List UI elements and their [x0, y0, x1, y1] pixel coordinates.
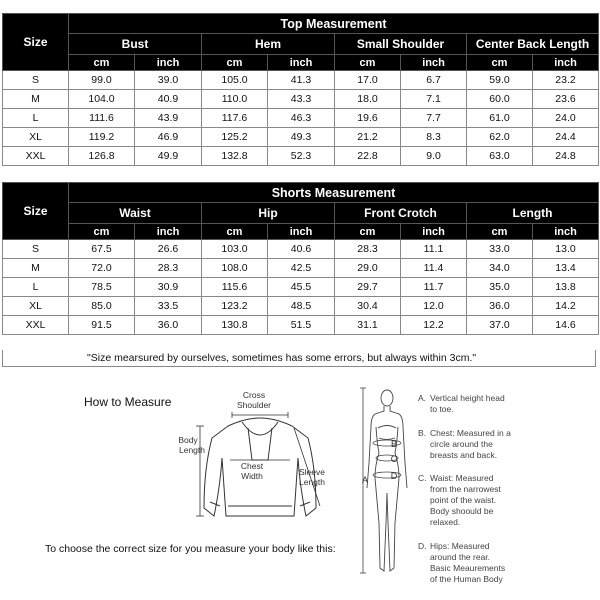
value-cell: 115.6 [202, 278, 268, 297]
value-cell: 46.3 [268, 109, 335, 128]
legend-letter: D. [418, 541, 427, 551]
value-cell: 43.9 [135, 109, 202, 128]
unit-header: cm [467, 55, 533, 71]
unit-header: cm [202, 55, 268, 71]
table-row [3, 128, 599, 147]
value-cell: 108.0 [202, 259, 268, 278]
value-cell: 24.8 [533, 147, 599, 166]
value-cell: 12.2 [401, 316, 467, 335]
size-header: Size [3, 14, 69, 71]
size-cell: L [3, 109, 69, 128]
table-row [3, 109, 599, 128]
table-row [3, 147, 599, 166]
size-cell: XXL [3, 316, 69, 335]
value-cell: 19.6 [335, 109, 401, 128]
value-cell: 123.2 [202, 297, 268, 316]
unit-header: cm [69, 55, 135, 71]
unit-header: cm [202, 224, 268, 240]
cross-shoulder-label-1: Cross [242, 390, 266, 400]
note-text: "Size mearsured by ourselves, sometimes has some errors, but always within 3cm." [87, 352, 477, 364]
value-cell: 43.3 [268, 90, 335, 109]
size-cell: S [3, 71, 69, 90]
size-cell: XXL [3, 147, 69, 166]
value-cell: 91.5 [69, 316, 135, 335]
column-group-header: Hem [202, 34, 335, 55]
value-cell: 125.2 [202, 128, 268, 147]
value-cell: 110.0 [202, 90, 268, 109]
value-cell: 62.0 [467, 128, 533, 147]
value-cell: 7.1 [401, 90, 467, 109]
top-measurement-table [2, 13, 599, 166]
value-cell: 17.0 [335, 71, 401, 90]
legend-line: to toe. [430, 404, 454, 414]
value-cell: 33.5 [135, 297, 202, 316]
value-cell: 46.9 [135, 128, 202, 147]
value-cell: 30.9 [135, 278, 202, 297]
unit-header: inch [268, 224, 335, 240]
unit-header: cm [335, 224, 401, 240]
unit-header: cm [69, 224, 135, 240]
chest-width-label-2: Width [241, 471, 263, 481]
value-cell: 9.0 [401, 147, 467, 166]
value-cell: 22.8 [335, 147, 401, 166]
value-cell: 7.7 [401, 109, 467, 128]
legend-line: Basic Meaurements [430, 563, 506, 573]
column-group-header: Front Crotch [335, 203, 467, 224]
how-to-measure-heading: How to Measure [84, 395, 172, 409]
letter-c: C [390, 454, 398, 464]
legend-item [418, 473, 533, 528]
column-group-header: Small Shoulder [335, 34, 467, 55]
body-length-label-1: Body [178, 435, 198, 445]
value-cell: 8.3 [401, 128, 467, 147]
value-cell: 26.6 [135, 240, 202, 259]
table-title: Top Measurement [69, 14, 599, 34]
table-row [3, 90, 599, 109]
size-cell: M [3, 259, 69, 278]
value-cell: 14.2 [533, 297, 599, 316]
value-cell: 119.2 [69, 128, 135, 147]
unit-header: cm [335, 55, 401, 71]
column-group-header: Hip [202, 203, 335, 224]
unit-header: inch [401, 224, 467, 240]
value-cell: 130.8 [202, 316, 268, 335]
column-group-header: Bust [69, 34, 202, 55]
value-cell: 28.3 [335, 240, 401, 259]
table-row [3, 259, 599, 278]
value-cell: 40.6 [268, 240, 335, 259]
value-cell: 99.0 [69, 71, 135, 90]
value-cell: 49.3 [268, 128, 335, 147]
value-cell: 63.0 [467, 147, 533, 166]
value-cell: 61.0 [467, 109, 533, 128]
value-cell: 14.6 [533, 316, 599, 335]
legend-letter: A. [418, 393, 427, 403]
legend-line: circle around the [430, 439, 493, 449]
value-cell: 30.4 [335, 297, 401, 316]
legend-line: around the rear. [430, 552, 491, 562]
choose-size-instruction: To choose the correct size for you measure your body like this: [45, 543, 336, 555]
size-cell: XL [3, 128, 69, 147]
legend-line: point of the waist. [430, 495, 497, 505]
value-cell: 18.0 [335, 90, 401, 109]
sleeve-length-label-1: Sleeve [299, 467, 325, 477]
value-cell: 28.3 [135, 259, 202, 278]
legend-line: Waist: Measured [430, 473, 494, 483]
value-cell: 36.0 [135, 316, 202, 335]
column-group-header: Length [467, 203, 599, 224]
value-cell: 103.0 [202, 240, 268, 259]
measurement-note [2, 350, 596, 367]
size-header: Size [3, 183, 69, 240]
value-cell: 23.6 [533, 90, 599, 109]
legend-line: Vertical height head [430, 393, 505, 403]
legend-line: relaxed. [430, 517, 461, 527]
shorts-measurement-table [2, 182, 599, 335]
value-cell: 51.5 [268, 316, 335, 335]
value-cell: 42.5 [268, 259, 335, 278]
shirt-measure-diagram [170, 388, 345, 528]
legend-line: Body shoould be [430, 506, 494, 516]
legend-letter: C. [418, 473, 427, 483]
value-cell: 59.0 [467, 71, 533, 90]
unit-header: cm [467, 224, 533, 240]
sleeve-length-label-2: Length [299, 477, 325, 487]
table-row [3, 278, 599, 297]
legend-line: Hips: Measured [430, 541, 490, 551]
value-cell: 104.0 [69, 90, 135, 109]
value-cell: 126.8 [69, 147, 135, 166]
value-cell: 37.0 [467, 316, 533, 335]
value-cell: 13.8 [533, 278, 599, 297]
value-cell: 105.0 [202, 71, 268, 90]
value-cell: 40.9 [135, 90, 202, 109]
value-cell: 48.5 [268, 297, 335, 316]
legend-line: breasts and back. [430, 450, 498, 460]
value-cell: 34.0 [467, 259, 533, 278]
value-cell: 117.6 [202, 109, 268, 128]
legend-item [418, 541, 533, 585]
cross-shoulder-label-2: Shoulder [236, 400, 272, 410]
value-cell: 111.6 [69, 109, 135, 128]
value-cell: 72.0 [69, 259, 135, 278]
value-cell: 45.5 [268, 278, 335, 297]
value-cell: 35.0 [467, 278, 533, 297]
chest-width-label-1: Chest [240, 461, 264, 471]
unit-header: inch [135, 224, 202, 240]
size-cell: M [3, 90, 69, 109]
value-cell: 24.4 [533, 128, 599, 147]
value-cell: 39.0 [135, 71, 202, 90]
value-cell: 24.0 [533, 109, 599, 128]
value-cell: 13.4 [533, 259, 599, 278]
unit-header: inch [268, 55, 335, 71]
value-cell: 29.7 [335, 278, 401, 297]
size-cell: L [3, 278, 69, 297]
table-title: Shorts Measurement [69, 183, 599, 203]
legend-line: of the Human Body [430, 574, 503, 584]
body-length-label-2: Length [179, 445, 205, 455]
value-cell: 11.4 [401, 259, 467, 278]
table-row [3, 316, 599, 335]
value-cell: 49.9 [135, 147, 202, 166]
value-cell: 67.5 [69, 240, 135, 259]
legend-item [418, 393, 533, 415]
value-cell: 78.5 [69, 278, 135, 297]
table-row [3, 240, 599, 259]
value-cell: 11.7 [401, 278, 467, 297]
value-cell: 60.0 [467, 90, 533, 109]
legend-item [418, 428, 533, 461]
letter-a: A [361, 475, 369, 485]
table-row [3, 71, 599, 90]
unit-header: inch [135, 55, 202, 71]
value-cell: 29.0 [335, 259, 401, 278]
legend-letter: B. [418, 428, 427, 438]
letter-b: B [390, 439, 398, 449]
table-row [3, 297, 599, 316]
unit-header: inch [533, 55, 599, 71]
legend-line: Chest: Measured in a [430, 428, 511, 438]
body-measure-diagram [355, 383, 420, 583]
value-cell: 41.3 [268, 71, 335, 90]
unit-header: inch [401, 55, 467, 71]
value-cell: 12.0 [401, 297, 467, 316]
letter-d: D [390, 471, 398, 481]
value-cell: 23.2 [533, 71, 599, 90]
value-cell: 13.0 [533, 240, 599, 259]
value-cell: 132.8 [202, 147, 268, 166]
value-cell: 52.3 [268, 147, 335, 166]
value-cell: 6.7 [401, 71, 467, 90]
size-cell: S [3, 240, 69, 259]
column-group-header: Waist [69, 203, 202, 224]
value-cell: 85.0 [69, 297, 135, 316]
legend-line: from the narrowest [430, 484, 501, 494]
value-cell: 31.1 [335, 316, 401, 335]
value-cell: 33.0 [467, 240, 533, 259]
value-cell: 21.2 [335, 128, 401, 147]
value-cell: 11.1 [401, 240, 467, 259]
size-cell: XL [3, 297, 69, 316]
column-group-header: Center Back Length [467, 34, 599, 55]
value-cell: 36.0 [467, 297, 533, 316]
unit-header: inch [533, 224, 599, 240]
